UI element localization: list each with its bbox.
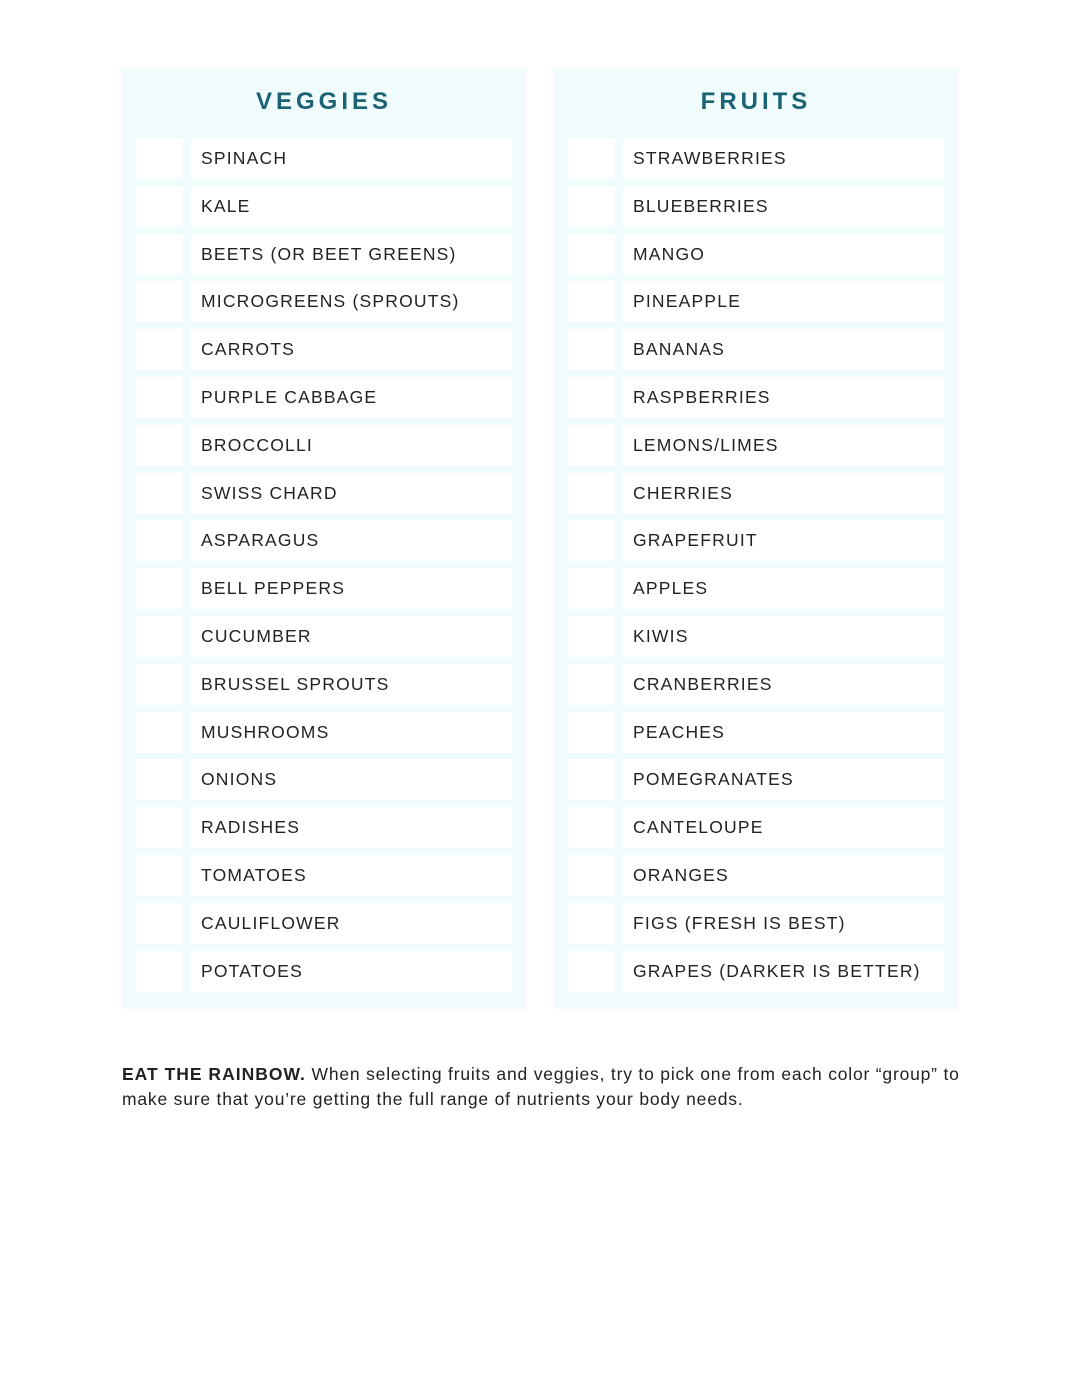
veggies-item-label: POTATOES xyxy=(201,960,303,981)
fruits-checkbox[interactable] xyxy=(568,903,615,944)
veggies-item-cell xyxy=(191,520,512,561)
veggies-item-label: PURPLE CABBAGE xyxy=(201,386,378,407)
veggies-row xyxy=(136,903,512,951)
fruits-item-cell xyxy=(623,425,944,466)
fruits-checkbox[interactable] xyxy=(568,616,615,657)
fruits-item-cell xyxy=(623,186,944,227)
veggies-checkbox[interactable] xyxy=(136,903,183,944)
veggies-item-cell xyxy=(191,664,512,705)
veggies-item-cell xyxy=(191,329,512,370)
fruits-checkbox[interactable] xyxy=(568,425,615,466)
fruits-row xyxy=(568,425,944,473)
veggies-checkbox[interactable] xyxy=(136,377,183,418)
veggies-item-label: CUCUMBER xyxy=(201,625,312,646)
veggies-checkbox[interactable] xyxy=(136,186,183,227)
veggies-checkbox[interactable] xyxy=(136,855,183,896)
fruits-checkbox[interactable] xyxy=(568,329,615,370)
fruits-item-cell xyxy=(623,329,944,370)
veggies-row xyxy=(136,568,512,616)
veggies-row xyxy=(136,807,512,855)
fruits-item-label: MANGO xyxy=(633,243,706,264)
fruits-item-label: PINEAPPLE xyxy=(633,291,742,312)
veggies-checkbox[interactable] xyxy=(136,425,183,466)
veggies-row xyxy=(136,186,512,234)
fruits-item-label: LEMONS/LIMES xyxy=(633,434,779,455)
fruits-item-label: CRANBERRIES xyxy=(633,673,773,694)
veggies-item-label: KALE xyxy=(201,195,251,216)
veggies-item-cell xyxy=(191,616,512,657)
veggies-checkbox[interactable] xyxy=(136,138,183,179)
fruits-checkbox[interactable] xyxy=(568,520,615,561)
veggies-row xyxy=(136,138,512,186)
fruits-item-cell xyxy=(623,520,944,561)
veggies-item-cell xyxy=(191,568,512,609)
veggies-item-cell xyxy=(191,186,512,227)
fruits-checkbox[interactable] xyxy=(568,807,615,848)
veggies-checkbox[interactable] xyxy=(136,281,183,322)
fruits-item-label: GRAPES (DARKER IS BETTER) xyxy=(633,960,921,981)
fruits-checkbox[interactable] xyxy=(568,855,615,896)
veggies-item-label: SWISS CHARD xyxy=(201,482,338,503)
veggies-item-label: BRUSSEL SPROUTS xyxy=(201,673,390,694)
fruits-item-label: GRAPEFRUIT xyxy=(633,530,758,551)
fruits-row xyxy=(568,855,944,903)
veggies-item-label: MICROGREENS (SPROUTS) xyxy=(201,291,460,312)
veggies-row xyxy=(136,759,512,807)
veggies-checkbox[interactable] xyxy=(136,712,183,753)
fruits-item-label: BLUEBERRIES xyxy=(633,195,769,216)
fruits-item-cell xyxy=(623,759,944,800)
veggies-item-cell xyxy=(191,234,512,275)
veggies-item-label: ONIONS xyxy=(201,769,278,790)
veggies-title: VEGGIES xyxy=(255,88,393,115)
veggies-row xyxy=(136,616,512,664)
fruits-checkbox[interactable] xyxy=(568,759,615,800)
veggies-item-label: SPINACH xyxy=(201,148,288,168)
fruits-item-label: CANTELOUPE xyxy=(633,817,764,838)
veggies-item-cell xyxy=(191,759,512,800)
fruits-row xyxy=(568,616,944,664)
veggies-item-cell xyxy=(191,281,512,322)
veggies-item-label: CARROTS xyxy=(201,339,295,360)
fruits-item-cell xyxy=(623,712,944,753)
fruits-item-label: ORANGES xyxy=(633,864,729,885)
veggies-row xyxy=(136,520,512,568)
fruits-checkbox[interactable] xyxy=(568,712,615,753)
veggies-checkbox[interactable] xyxy=(136,329,183,370)
veggies-checkbox[interactable] xyxy=(136,664,183,705)
fruits-checkbox[interactable] xyxy=(568,664,615,705)
fruits-item-label: STRAWBERRIES xyxy=(633,148,787,168)
fruits-item-cell xyxy=(623,664,944,705)
veggies-panel xyxy=(122,69,526,1009)
fruits-checkbox[interactable] xyxy=(568,281,615,322)
fruits-row xyxy=(568,712,944,760)
fruits-row xyxy=(568,377,944,425)
veggies-item-label: RADISHES xyxy=(201,817,301,838)
veggies-row xyxy=(136,329,512,377)
veggies-item-cell xyxy=(191,712,512,753)
fruits-checkbox[interactable] xyxy=(568,234,615,275)
fruits-item-label: PEACHES xyxy=(633,721,726,742)
veggies-item-label: BROCCOLLI xyxy=(201,434,313,455)
veggies-row xyxy=(136,234,512,282)
veggies-item-cell xyxy=(191,377,512,418)
fruits-item-label: BANANAS xyxy=(633,339,726,360)
fruits-checkbox[interactable] xyxy=(568,568,615,609)
veggies-row xyxy=(136,664,512,712)
fruits-item-cell xyxy=(623,568,944,609)
veggies-item-cell xyxy=(191,855,512,896)
veggies-checkbox[interactable] xyxy=(136,616,183,657)
veggies-list xyxy=(136,138,512,998)
veggies-item-cell xyxy=(191,473,512,514)
veggies-checkbox[interactable] xyxy=(136,568,183,609)
fruits-panel xyxy=(554,69,958,1009)
veggies-item-label: MUSHROOMS xyxy=(201,721,330,742)
fruits-item-label: FIGS (FRESH IS BEST) xyxy=(633,912,846,933)
fruits-checkbox[interactable] xyxy=(568,473,615,514)
fruits-item-cell xyxy=(623,473,944,514)
veggies-row xyxy=(136,281,512,329)
veggies-checkbox[interactable] xyxy=(136,807,183,848)
fruits-item-cell xyxy=(623,903,944,944)
fruits-row xyxy=(568,186,944,234)
veggies-checkbox[interactable] xyxy=(136,520,183,561)
veggies-row xyxy=(136,425,512,473)
fruits-row xyxy=(568,138,944,186)
fruits-row xyxy=(568,568,944,616)
veggies-row xyxy=(136,473,512,521)
veggies-item-label: ASPARAGUS xyxy=(201,530,320,551)
fruits-row xyxy=(568,520,944,568)
fruits-item-label: POMEGRANATES xyxy=(633,769,794,790)
veggies-checkbox[interactable] xyxy=(136,473,183,514)
fruits-item-label: KIWIS xyxy=(633,625,689,646)
veggies-item-label: TOMATOES xyxy=(201,864,307,885)
fruits-item-cell xyxy=(623,281,944,322)
veggies-item-cell xyxy=(191,138,512,179)
veggies-row xyxy=(136,377,512,425)
fruits-item-label: CHERRIES xyxy=(633,482,734,503)
note-body: When selecting fruits and veggies, try to pick one from each color “group” to make sure that you’re getting the full range of nutrients your body needs. xyxy=(122,1064,960,1109)
veggies-item-cell xyxy=(191,951,512,992)
fruits-row xyxy=(568,473,944,521)
fruits-row xyxy=(568,951,944,999)
veggies-checkbox[interactable] xyxy=(136,951,183,992)
fruits-item-cell xyxy=(623,234,944,275)
veggies-row xyxy=(136,951,512,999)
fruits-item-cell xyxy=(623,377,944,418)
fruits-item-cell xyxy=(623,855,944,896)
fruits-row xyxy=(568,664,944,712)
veggies-item-cell xyxy=(191,903,512,944)
veggies-row xyxy=(136,712,512,760)
fruits-item-cell xyxy=(623,951,944,992)
fruits-row xyxy=(568,329,944,377)
fruits-item-cell xyxy=(623,807,944,848)
fruits-checkbox[interactable] xyxy=(568,377,615,418)
veggies-item-label: BEETS (OR BEET GREENS) xyxy=(201,243,457,264)
veggies-checkbox[interactable] xyxy=(136,234,183,275)
veggies-item-cell xyxy=(191,807,512,848)
note-heading: EAT THE RAINBOW. xyxy=(122,1064,306,1084)
fruits-checkbox[interactable] xyxy=(568,951,615,992)
fruits-row xyxy=(568,234,944,282)
fruits-item-label: RASPBERRIES xyxy=(633,386,771,407)
fruits-list xyxy=(568,138,944,998)
fruits-row xyxy=(568,903,944,951)
fruits-checkbox[interactable] xyxy=(568,138,615,179)
fruits-item-label: APPLES xyxy=(633,578,709,599)
eat-the-rainbow-note xyxy=(122,1062,962,1112)
veggies-row xyxy=(136,855,512,903)
fruits-row xyxy=(568,759,944,807)
veggies-item-cell xyxy=(191,425,512,466)
veggies-item-label: CAULIFLOWER xyxy=(201,912,341,933)
fruits-row xyxy=(568,807,944,855)
fruits-title: FRUITS xyxy=(700,88,812,115)
fruits-item-cell xyxy=(623,138,944,179)
fruits-item-cell xyxy=(623,616,944,657)
fruits-row xyxy=(568,281,944,329)
fruits-checkbox[interactable] xyxy=(568,186,615,227)
veggies-item-label: BELL PEPPERS xyxy=(201,578,346,599)
veggies-checkbox[interactable] xyxy=(136,759,183,800)
